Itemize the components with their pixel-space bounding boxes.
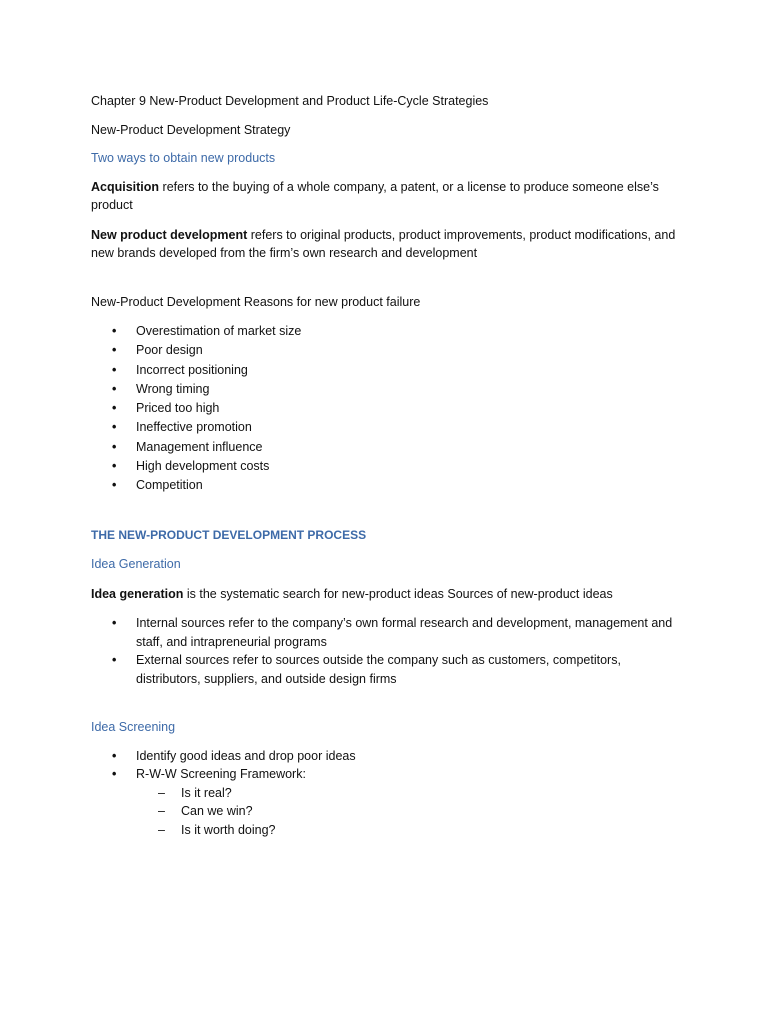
list-item: • Poor design xyxy=(91,341,681,360)
list-item: • Ineffective promotion xyxy=(91,418,681,437)
idea-generation-text: is the systematic search for new-product ideas Sources of new-product ideas xyxy=(183,586,613,601)
two-ways-heading: Two ways to obtain new products xyxy=(91,151,276,165)
list-item: – Is it real? xyxy=(91,784,681,803)
npd-text: refers to original products, product improvements, product modifications, and new brands developed from the firm’s own research and development xyxy=(91,227,676,260)
failure-reasons-list xyxy=(91,322,681,496)
idea-generation-paragraph xyxy=(91,585,681,604)
idea-generation-heading: Idea Generation xyxy=(91,557,181,572)
idea-generation-term: Idea generation xyxy=(91,586,184,601)
npd-definition-paragraph xyxy=(91,226,681,263)
list-item: • Identify good ideas and drop poor ideas xyxy=(91,747,681,766)
list-item: – Is it worth doing? xyxy=(91,821,681,840)
list-item: • Priced too high xyxy=(91,399,681,418)
list-item: • Wrong timing xyxy=(91,380,681,399)
strategy-heading: New-Product Development Strategy xyxy=(91,122,291,137)
idea-screening-heading: Idea Screening xyxy=(91,720,176,735)
list-item: • R-W-W Screening Framework: xyxy=(91,765,681,784)
acquisition-term: Acquisition xyxy=(91,179,160,194)
list-item: • Competition xyxy=(91,476,681,495)
acquisition-paragraph xyxy=(91,178,681,215)
process-heading: THE NEW-PRODUCT DEVELOPMENT PROCESS xyxy=(91,527,367,542)
document-content xyxy=(91,92,681,839)
chapter-title: Chapter 9 New-Product Development and Product Life-Cycle Strategies xyxy=(91,94,489,108)
acquisition-text: refers to the buying of a whole company, a patent, or a license to produce someone else’s product xyxy=(91,179,659,212)
npd-term: New product development xyxy=(91,227,248,242)
failure-heading: New-Product Development Reasons for new product failure xyxy=(91,294,421,309)
list-item: • Management influence xyxy=(91,438,681,457)
list-item: • Overestimation of market size xyxy=(91,322,681,341)
list-item: • Incorrect positioning xyxy=(91,361,681,380)
screening-points-list xyxy=(91,747,681,784)
list-item: • Internal sources refer to the company’s own formal research and development, management and staff, and intrapreneurial programs xyxy=(91,614,681,651)
list-item: – Can we win? xyxy=(91,802,681,821)
list-item: • High development costs xyxy=(91,457,681,476)
list-item: • External sources refer to sources outside the company such as customers, competitors, distributors, suppliers, and outside design firms xyxy=(91,651,681,688)
rww-questions-list xyxy=(91,784,681,840)
idea-sources-list xyxy=(91,614,681,688)
